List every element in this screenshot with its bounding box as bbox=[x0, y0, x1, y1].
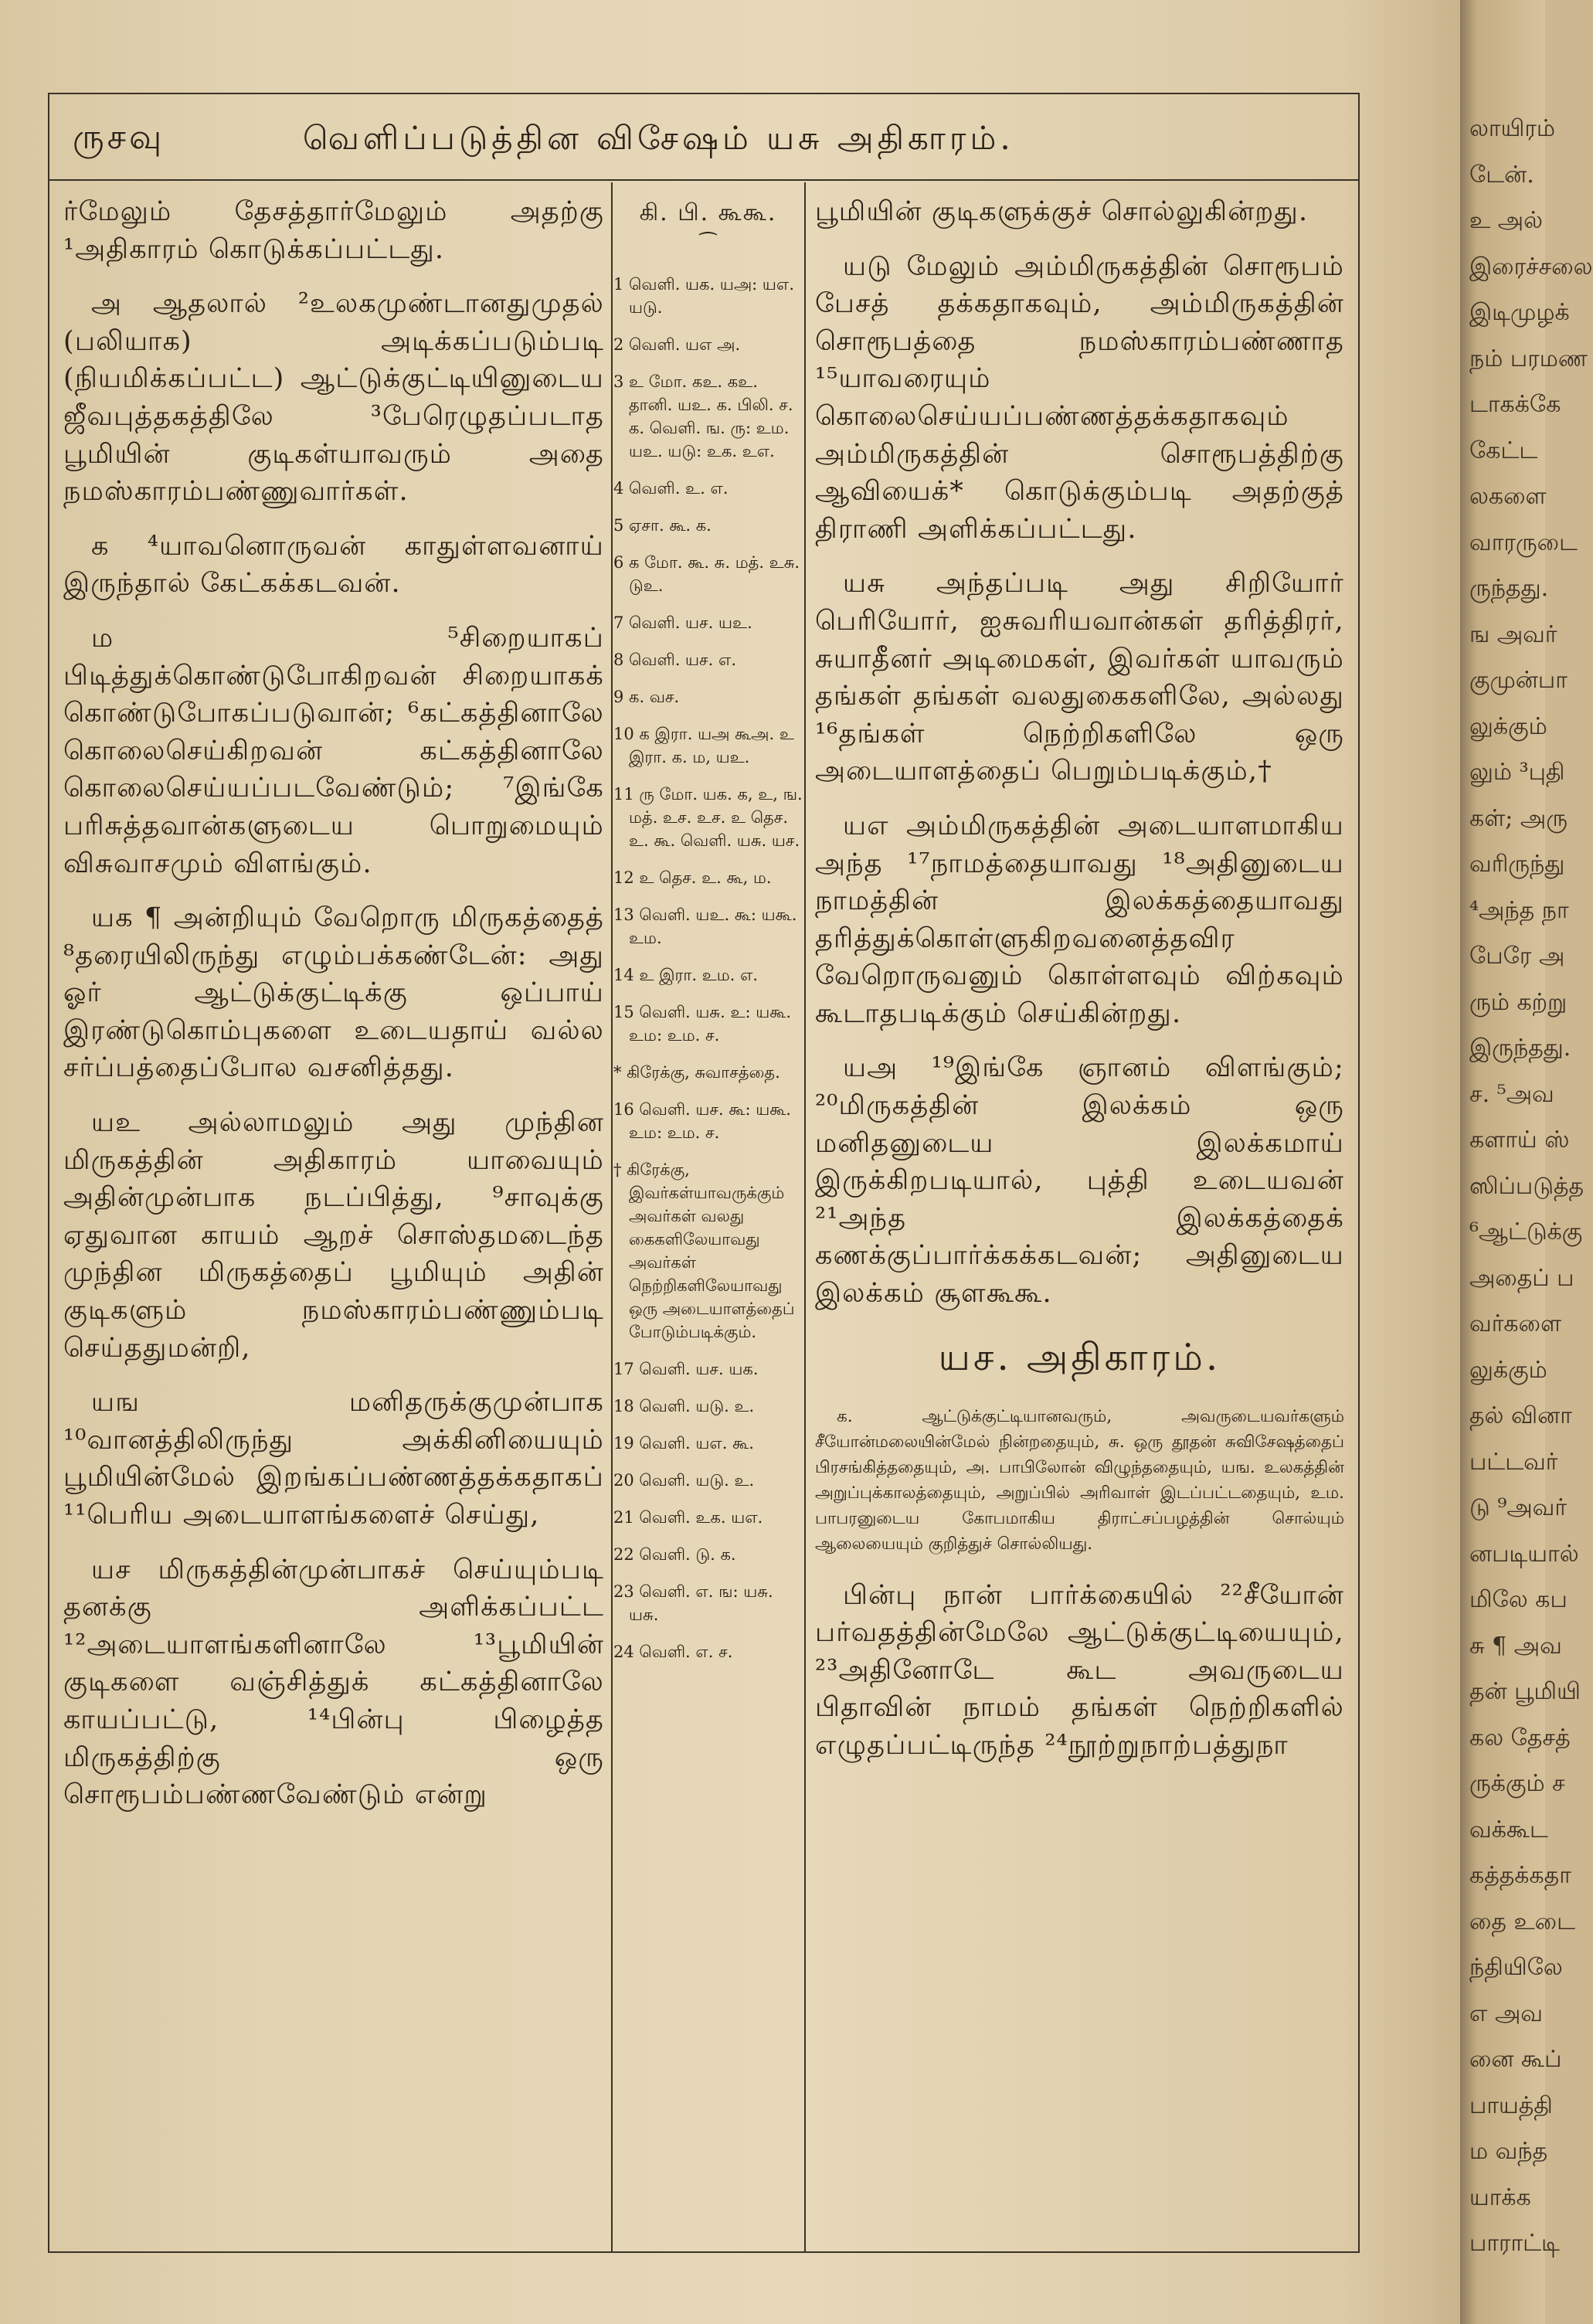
next-page-fragment: ருக்கும் ச bbox=[1469, 1770, 1565, 1797]
next-page-fragment: களாய் ஸ் bbox=[1469, 1126, 1570, 1154]
cross-reference: 17 வெளி. யச. யக. bbox=[613, 1360, 759, 1378]
next-page-fragment: ⁶ஆட்டுக்கு bbox=[1469, 1218, 1583, 1245]
next-page-fragment: லுக்கும் bbox=[1469, 1356, 1547, 1384]
cross-reference: 12 உ தெச. உ. கூ, ம. bbox=[613, 868, 772, 887]
cross-reference-column bbox=[613, 193, 803, 2248]
next-page-fragment: ⁴அந்த நா bbox=[1469, 896, 1569, 924]
verse-paragraph: பின்பு நான் பார்க்கையில் ²²சீயோன் பர்வதத்தின்மேலே ஆட்டுக்குட்டியையும், ²³அதினோடே கூட அவருடைய பிதாவின் நாமம் தங்கள் நெற்றிகளில் எழுதப்பட்டிருந்த ²⁴நூற்றுநாற்பத்துநா bbox=[815, 1579, 1344, 1761]
next-page-fragment: ச. ⁵அவ bbox=[1469, 1080, 1554, 1108]
verse-paragraph: பூமியின் குடிகளுக்குச் சொல்லுகின்றது. bbox=[815, 196, 1309, 227]
verse-paragraph: யசு அந்தப்படி அது சிறியோர் பெரியோர், ஐசுவரியவான்கள் தரித்திரர், சுயாதீனர் அடிமைகள், இவர்கள் யாவரும் தங்கள் தங்கள் வலதுகைகளிலே, அல்லது ¹⁶தங்கள் நெற்றிகளிலே ஒரு அடையாளத்தைப் பெறும்படிக்கும்,† bbox=[815, 568, 1344, 787]
cross-reference: 4 வெளி. உ. எ. bbox=[613, 479, 729, 498]
cross-reference: * கிரேக்கு, சுவாசத்தை. bbox=[613, 1063, 780, 1082]
refs-heading: கி. பி. கூகூ. bbox=[639, 199, 777, 226]
cross-reference: 18 வெளி. யடு. உ. bbox=[613, 1397, 755, 1415]
next-page-fragment: வரிருந்து bbox=[1469, 851, 1565, 878]
cross-reference: 20 வெளி. யடு. உ. bbox=[613, 1471, 755, 1490]
cross-reference: 1 வெளி. யக. யஅ: யஎ. யடு. bbox=[613, 275, 794, 317]
chapter-summary: க. ஆட்டுக்குட்டியானவரும், அவருடையவர்களும் சீயோன்மலையின்மேல் நின்றதையும், சு. ஒரு தூதன் சுவிசேஷத்தைப் பிரசங்கித்ததையும், அ. பாபிலோன் விழுந்ததையும், யங. உலகத்தின் அறுப்புக்காலத்தையும், அறுப்பில் அரிவாள் இடப்பட்டதையும், உம. பாபரனுடைய கோபமாகிய திராட்சப்பழத்தின் சொல்யும் ஆலையையும் குறித்துச் சொல்லியது. bbox=[815, 1406, 1344, 1554]
next-page-fragment: ரும் கற்று bbox=[1469, 988, 1568, 1016]
cross-reference: 6 க மோ. கூ. சு. மத். உசு. டுஉ. bbox=[613, 553, 800, 595]
cross-reference: 19 வெளி. யஎ. கூ. bbox=[613, 1434, 754, 1452]
cross-reference: 11 ரு மோ. யக. க, உ, ங. மத். உச. உச. உ தெச. உ. கூ. வெளி. யசு. யச. bbox=[613, 785, 803, 850]
next-page-fragment: அதைப் ப bbox=[1469, 1264, 1574, 1292]
cross-reference: 9 க. வச. bbox=[613, 688, 680, 706]
refs-flourish: ⁀ bbox=[700, 233, 716, 256]
next-page-fragment: டாகக்கே bbox=[1469, 391, 1561, 418]
cross-reference: 22 வெளி. டு. க. bbox=[613, 1545, 736, 1564]
next-page-fragment: மிலே கப bbox=[1469, 1586, 1568, 1613]
cross-reference: 16 வெளி. யச. கூ: யகூ. உம: உம. ச. bbox=[613, 1100, 791, 1142]
header-rule bbox=[48, 179, 1360, 181]
next-page-fragment: டு ⁹அவர் bbox=[1469, 1494, 1568, 1521]
verse-paragraph: அ ஆதலால் ²உலகமுண்டானதுமுதல் (பலியாக) அடிக்கப்படும்படி (நியமிக்கப்பட்ட) ஆட்டுக்குட்டியினுடைய ஜீவபுத்தகத்திலே ³பேரெழுதப்படாத பூமியின் குடிகள்யாவரும் அதை நமஸ்காரம்பண்ணுவார்கள். bbox=[63, 288, 604, 508]
verse-paragraph: யஅ ¹⁹இங்கே ஞானம் விளங்கும்; ²⁰மிருகத்தின் இலக்கம் ஒரு மனிதனுடைய இலக்கமாய் இருக்கிறபடியால், புத்தி உடையவன் ²¹அந்த இலக்கத்தைக் கணக்குப்பார்க்கக்கடவன்; அதினுடைய இலக்கம் சூளகூகூ. bbox=[815, 1052, 1344, 1310]
next-page-fragment: கத்தக்கதா bbox=[1469, 1862, 1571, 1889]
verse-paragraph: க ⁴யாவனொருவன் காதுள்ளவனாய் இருந்தால் கேட்கக்கடவன். bbox=[63, 530, 604, 600]
verse-paragraph: ம ⁵சிறையாகப் பிடித்துக்கொண்டுபோகிறவன் சிறையாகக் கொண்டுபோகப்படுவான்; ⁶கட்கத்தினாலே கொலைசெய்கிறவன் கட்கத்தினாலே கொலைசெய்யப்படவேண்டும்; ⁷இங்கே பரிசுத்தவான்களுடைய பொறுமையும் விசுவாசமும் விளங்கும். bbox=[63, 622, 604, 879]
next-page-fragment: கல தேசத் bbox=[1469, 1724, 1571, 1751]
refs-list bbox=[613, 273, 803, 1663]
next-page-fragment: கள்; அரு bbox=[1469, 804, 1568, 832]
next-page-fragment: லும் ³புதி bbox=[1469, 759, 1565, 786]
verse-paragraph: ர்மேலும் தேசத்தார்மேலும் அதற்கு ¹அதிகாரம் கொடுக்கப்பட்டது. bbox=[63, 196, 604, 265]
cross-reference: 23 வெளி. எ. ங: யசு. யசு. bbox=[613, 1582, 773, 1624]
next-page-fragment: லுக்கும் bbox=[1469, 712, 1547, 740]
next-page-fragment: பட்டவர் bbox=[1469, 1448, 1558, 1476]
next-page-fragment: எ அவ bbox=[1469, 2000, 1543, 2027]
right-text-column bbox=[815, 193, 1344, 2248]
cross-reference: 13 வெளி. யஉ. கூ: யகூ. உம. bbox=[613, 905, 797, 947]
verse-paragraph: யஎ அம்மிருகத்தின் அடையாளமாகிய அந்த ¹⁷நாமத்தையாவது ¹⁸அதினுடைய நாமத்தின் இலக்கத்தையாவது தரித்துக்கொள்ளுகிறவனைத்தவிர வேறொருவனும் கொள்ளவும் விற்கவும் கூடாதபடிக்கும் செய்கின்றது. bbox=[815, 810, 1344, 1029]
next-page-fragment: பாயத்தி bbox=[1469, 2091, 1553, 2119]
next-page-fragment: னை கூப் bbox=[1469, 2046, 1562, 2073]
next-page-fragment: ந்தியிலே bbox=[1469, 1954, 1563, 1981]
next-page-fragment: சு ¶ அவ bbox=[1469, 1632, 1562, 1660]
cross-reference: 5 ஏசா. கூ. க. bbox=[613, 516, 712, 535]
next-page-fragment: யாக்க bbox=[1469, 2183, 1531, 2211]
verse-paragraph: யங மனிதருக்குமுன்பாக ¹⁰வானத்திலிருந்து அக்கினியையும் பூமியின்மேல் இறங்கப்பண்ணத்தக்கதாகப் ¹¹பெரிய அடையாளங்களைச் செய்து, bbox=[63, 1387, 604, 1531]
next-page-fragment: டேன். bbox=[1469, 161, 1534, 189]
next-page-fragment: வக்கூட bbox=[1469, 1816, 1548, 1843]
cross-reference: 7 வெளி. யச. யஉ. bbox=[613, 613, 752, 632]
next-page-fragment: கேட்ட bbox=[1469, 437, 1538, 464]
next-page-fragment: பாராட்டி bbox=[1469, 2230, 1560, 2257]
next-page-fragment: பேரே அ bbox=[1469, 943, 1565, 970]
cross-reference: 14 உ இரா. உம. எ. bbox=[613, 966, 759, 984]
next-page-fragment: ங அவர் bbox=[1469, 620, 1557, 648]
cross-reference: 21 வெளி. உக. யஎ. bbox=[613, 1508, 763, 1527]
next-page-fragment: வர்களை bbox=[1469, 1310, 1562, 1337]
next-page-fragment: நம் பரமண bbox=[1469, 345, 1588, 372]
next-page-fragment: இடிமுழக் bbox=[1469, 299, 1570, 326]
column-divider-right bbox=[804, 182, 806, 2253]
cross-reference: 10 க இரா. யஅ கூஅ. உ இரா. க. ம, யஉ. bbox=[613, 725, 794, 766]
next-page-fragment: தன் பூமியி bbox=[1469, 1678, 1581, 1705]
next-page-fragment: லாயிரம் bbox=[1469, 115, 1556, 142]
next-page-fragment: இரைச்சலை bbox=[1469, 253, 1593, 280]
cross-reference: 2 வெளி. யஎ அ. bbox=[613, 335, 741, 354]
left-text-column bbox=[63, 193, 604, 2248]
chapter-heading: யச. அதிகாரம். bbox=[938, 1335, 1221, 1379]
verse-paragraph: யடு மேலும் அம்மிருகத்தின் சொரூபம் பேசத் தக்கதாகவும், அம்மிருகத்தின் சொரூபத்தை நமஸ்காரம்பண்ணாத ¹⁵யாவரையும் கொலைசெய்யப்பண்ணத்தக்கதாகவும் அம்மிருகத்தின் சொரூபத்திற்கு ஆவியைக்* கொடுக்கும்படி அதற்குத் திராணி அளிக்கப்பட்டது. bbox=[815, 250, 1344, 545]
column-divider-left bbox=[611, 182, 613, 2253]
next-page-fragment: குமுன்பா bbox=[1469, 667, 1568, 694]
next-page-fragment: வாரருடை bbox=[1469, 528, 1578, 556]
cross-reference: 3 உ மோ. கஉ. கஉ. தானி. யஉ. க. பிலி. ச. க. வெளி. ங. ரு: உம. யஉ. யடு: உக. உஎ. bbox=[613, 372, 793, 460]
running-header bbox=[48, 108, 1360, 165]
verse-paragraph: யச மிருகத்தின்முன்பாகச் செய்யும்படி தனக்கு அளிக்கப்பட்ட ¹²அடையாளங்களினாலே ¹³பூமியின் குடிகளை வஞ்சித்துக் கட்கத்தினாலே காயப்பட்டு, ¹⁴பின்பு பிழைத்த மிருகத்திற்கு ஒரு சொரூபம்பண்ணவேண்டும் என்று bbox=[63, 1554, 604, 1811]
next-page-fragment: லகளை bbox=[1469, 483, 1547, 510]
next-page-fragment: ம வந்த bbox=[1469, 2138, 1548, 2165]
verse-paragraph: யஉ அல்லாமலும் அது முந்தின மிருகத்தின் அதிகாரம் யாவையும் அதின்முன்பாக நடப்பித்து, ⁹சாவுக்கு ஏதுவான காயம் ஆறச் சொஸ்தமடைந்த முந்தின மிருகத்தைப் பூமியும் அதின் குடிகளும் நமஸ்காரம்பண்ணும்படி செய்ததுமன்றி, bbox=[63, 1107, 604, 1364]
next-page-fragment: னபடியால் bbox=[1469, 1540, 1579, 1568]
next-page-fragment: ஸிப்படுத்த bbox=[1469, 1172, 1585, 1200]
next-page-fragment: தை உடை bbox=[1469, 1908, 1575, 1935]
cross-reference: 15 வெளி. யசு. உ: யகூ. உம: உம. ச. bbox=[613, 1003, 792, 1045]
next-page-fragment: இருந்தது. bbox=[1469, 1035, 1571, 1062]
cross-reference: † கிரேக்கு, இவர்கள்யாவருக்கும் அவர்கள் வலது கைகளிலேயாவது அவர்கள் நெற்றிகளிலேயாவது ஒரு அடையாளத்தைப் போடும்படிக்கும். bbox=[613, 1160, 795, 1341]
cross-reference: 8 வெளி. யச. எ. bbox=[613, 651, 737, 669]
page-number: ருசவு bbox=[73, 117, 165, 157]
verse-paragraph: யக ¶ அன்றியும் வேறொரு மிருகத்தைத் ⁸தரையிலிருந்து எழும்பக்கண்டேன்: அது ஓர் ஆட்டுக்குட்டிக்கு ஒப்பாய் இரண்டுகொம்புகளை உடையதாய் வல்ல சர்ப்பத்தைப்போல வசனித்தது. bbox=[63, 902, 604, 1084]
next-page-fragment: ருந்தது. bbox=[1469, 575, 1549, 602]
next-page-fragment: உ அல் bbox=[1469, 207, 1543, 234]
next-page-edge bbox=[1460, 0, 1593, 2324]
running-title: வெளிப்படுத்தின விசேஷம் யசு அதிகாரம். bbox=[303, 119, 1014, 157]
next-page-fragment: தல் வினா bbox=[1469, 1402, 1572, 1429]
cross-reference: 24 வெளி. எ. ச. bbox=[613, 1643, 733, 1661]
